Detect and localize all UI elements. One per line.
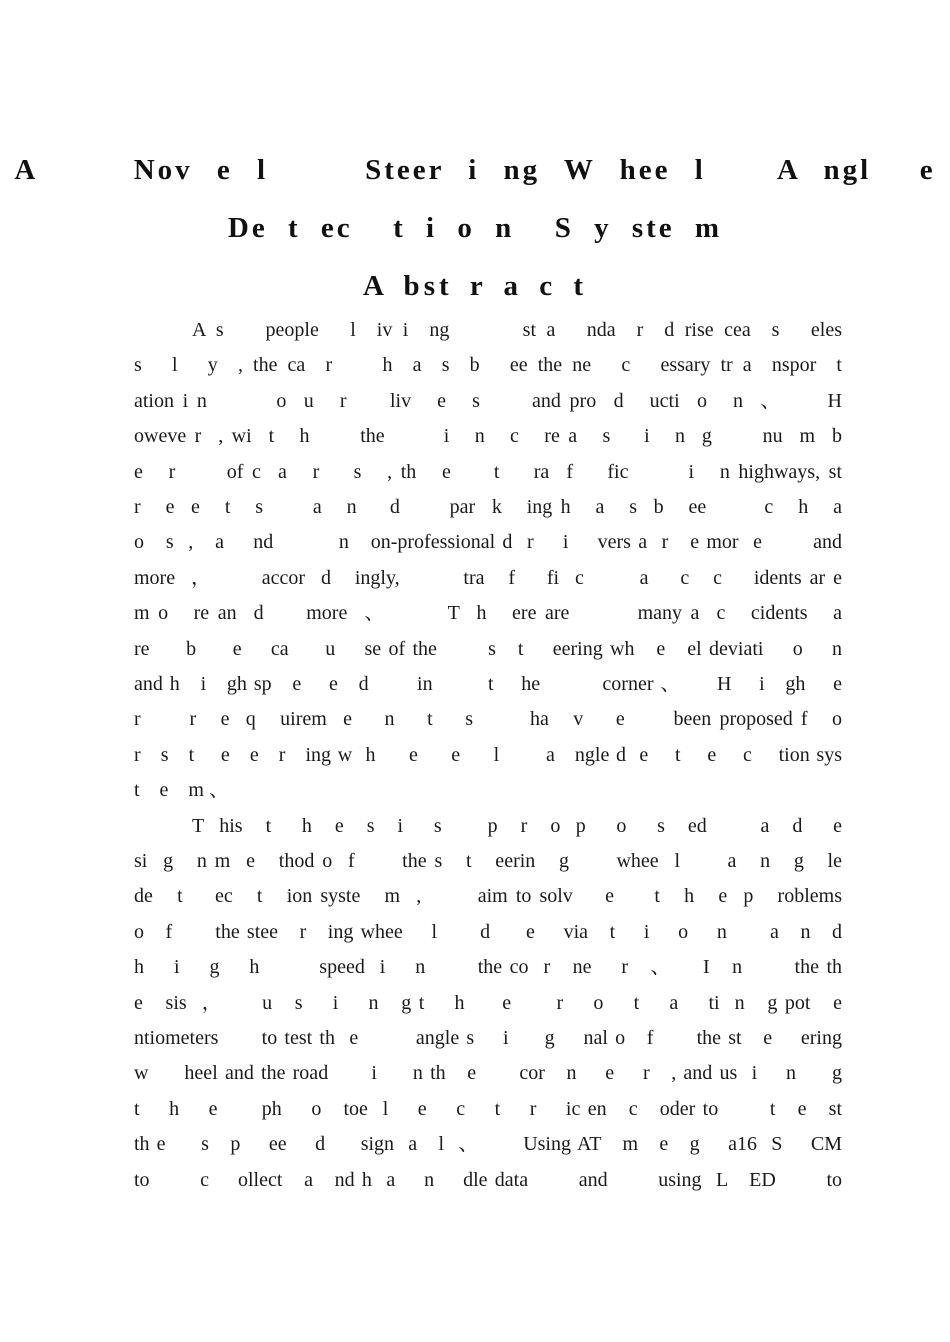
text-line: A s people l iv i ng st a nda r d rise cea s eles: [192, 319, 842, 341]
abstract-paragraph-1: [134, 313, 842, 808]
text-line: r s t e e r ing w h e e l a ngle d e t e c tion sys: [134, 743, 842, 766]
text-line: w heel and the road i n th e cor n e r , and us i n g: [134, 1062, 842, 1085]
text-line: e sis ， u s i n g t h e r o t a ti n g pot e: [134, 991, 842, 1014]
text-line: and h i gh sp e e d in t he corner 、 H i gh e: [134, 672, 842, 695]
text-line: T his t h e s i s p r o p o s ed a d e: [192, 814, 842, 837]
text-line: r e e t s a n d par k ing h a s b ee c h a: [134, 495, 842, 518]
text-line: t e m 、: [134, 779, 229, 802]
text-line: th e s p ee d sign a l 、 Using AT m e g a16 S CM: [134, 1133, 842, 1156]
text-line: e r of c a r s , th e t ra f fic i n highways, st: [134, 460, 842, 483]
title-line-1: A Nov e l Steer i ng W hee l A ngl e: [14, 154, 936, 186]
text-line: s l y , the ca r h a s b ee the ne c essary tr a nspor t: [134, 354, 842, 377]
abstract-paragraph-2: [134, 809, 842, 1198]
text-line: m o re an d more 、 T h ere are many a c cidents a: [134, 602, 842, 625]
title-line-2: De t ec t i o n S y ste m: [227, 212, 723, 244]
text-line: ation i n o u r liv e s and pro d ucti o n 、 H: [134, 389, 842, 412]
text-line: h i g h speed i n the co r ne r 、 I n the th: [134, 956, 842, 979]
text-line: more ， accor d ingly, tra f fi c a c c idents ar e: [134, 566, 842, 589]
text-line: ntiometers to test th e angle s i g nal o f the st e ering: [134, 1026, 842, 1049]
text-line: t h e ph o toe l e c t r ic en c oder to t e st: [134, 1097, 842, 1120]
text-line: oweve r , wi t h the i n c re a s i n g nu m b: [134, 425, 842, 448]
text-line: si g n m e thod o f the s t eerin g whee l a n g le: [134, 849, 842, 872]
text-line: de t ec t ion syste m , aim to solv e t h e p roblems: [134, 885, 842, 908]
text-line: re b e ca u se of the s t eering wh e el deviati o n: [134, 637, 842, 660]
text-line: o f the stee r ing whee l d e via t i o n a n d: [134, 920, 842, 943]
text-line: to c ollect a nd h a n dle data and using L ED to: [134, 1168, 842, 1191]
text-line: r r e q uirem e n t s ha v e been proposed f o: [134, 708, 842, 731]
text-line: o s , a nd n on-professional d r i vers a r e mor e and: [134, 531, 842, 554]
abstract-heading: A bst r a c t: [362, 270, 588, 302]
